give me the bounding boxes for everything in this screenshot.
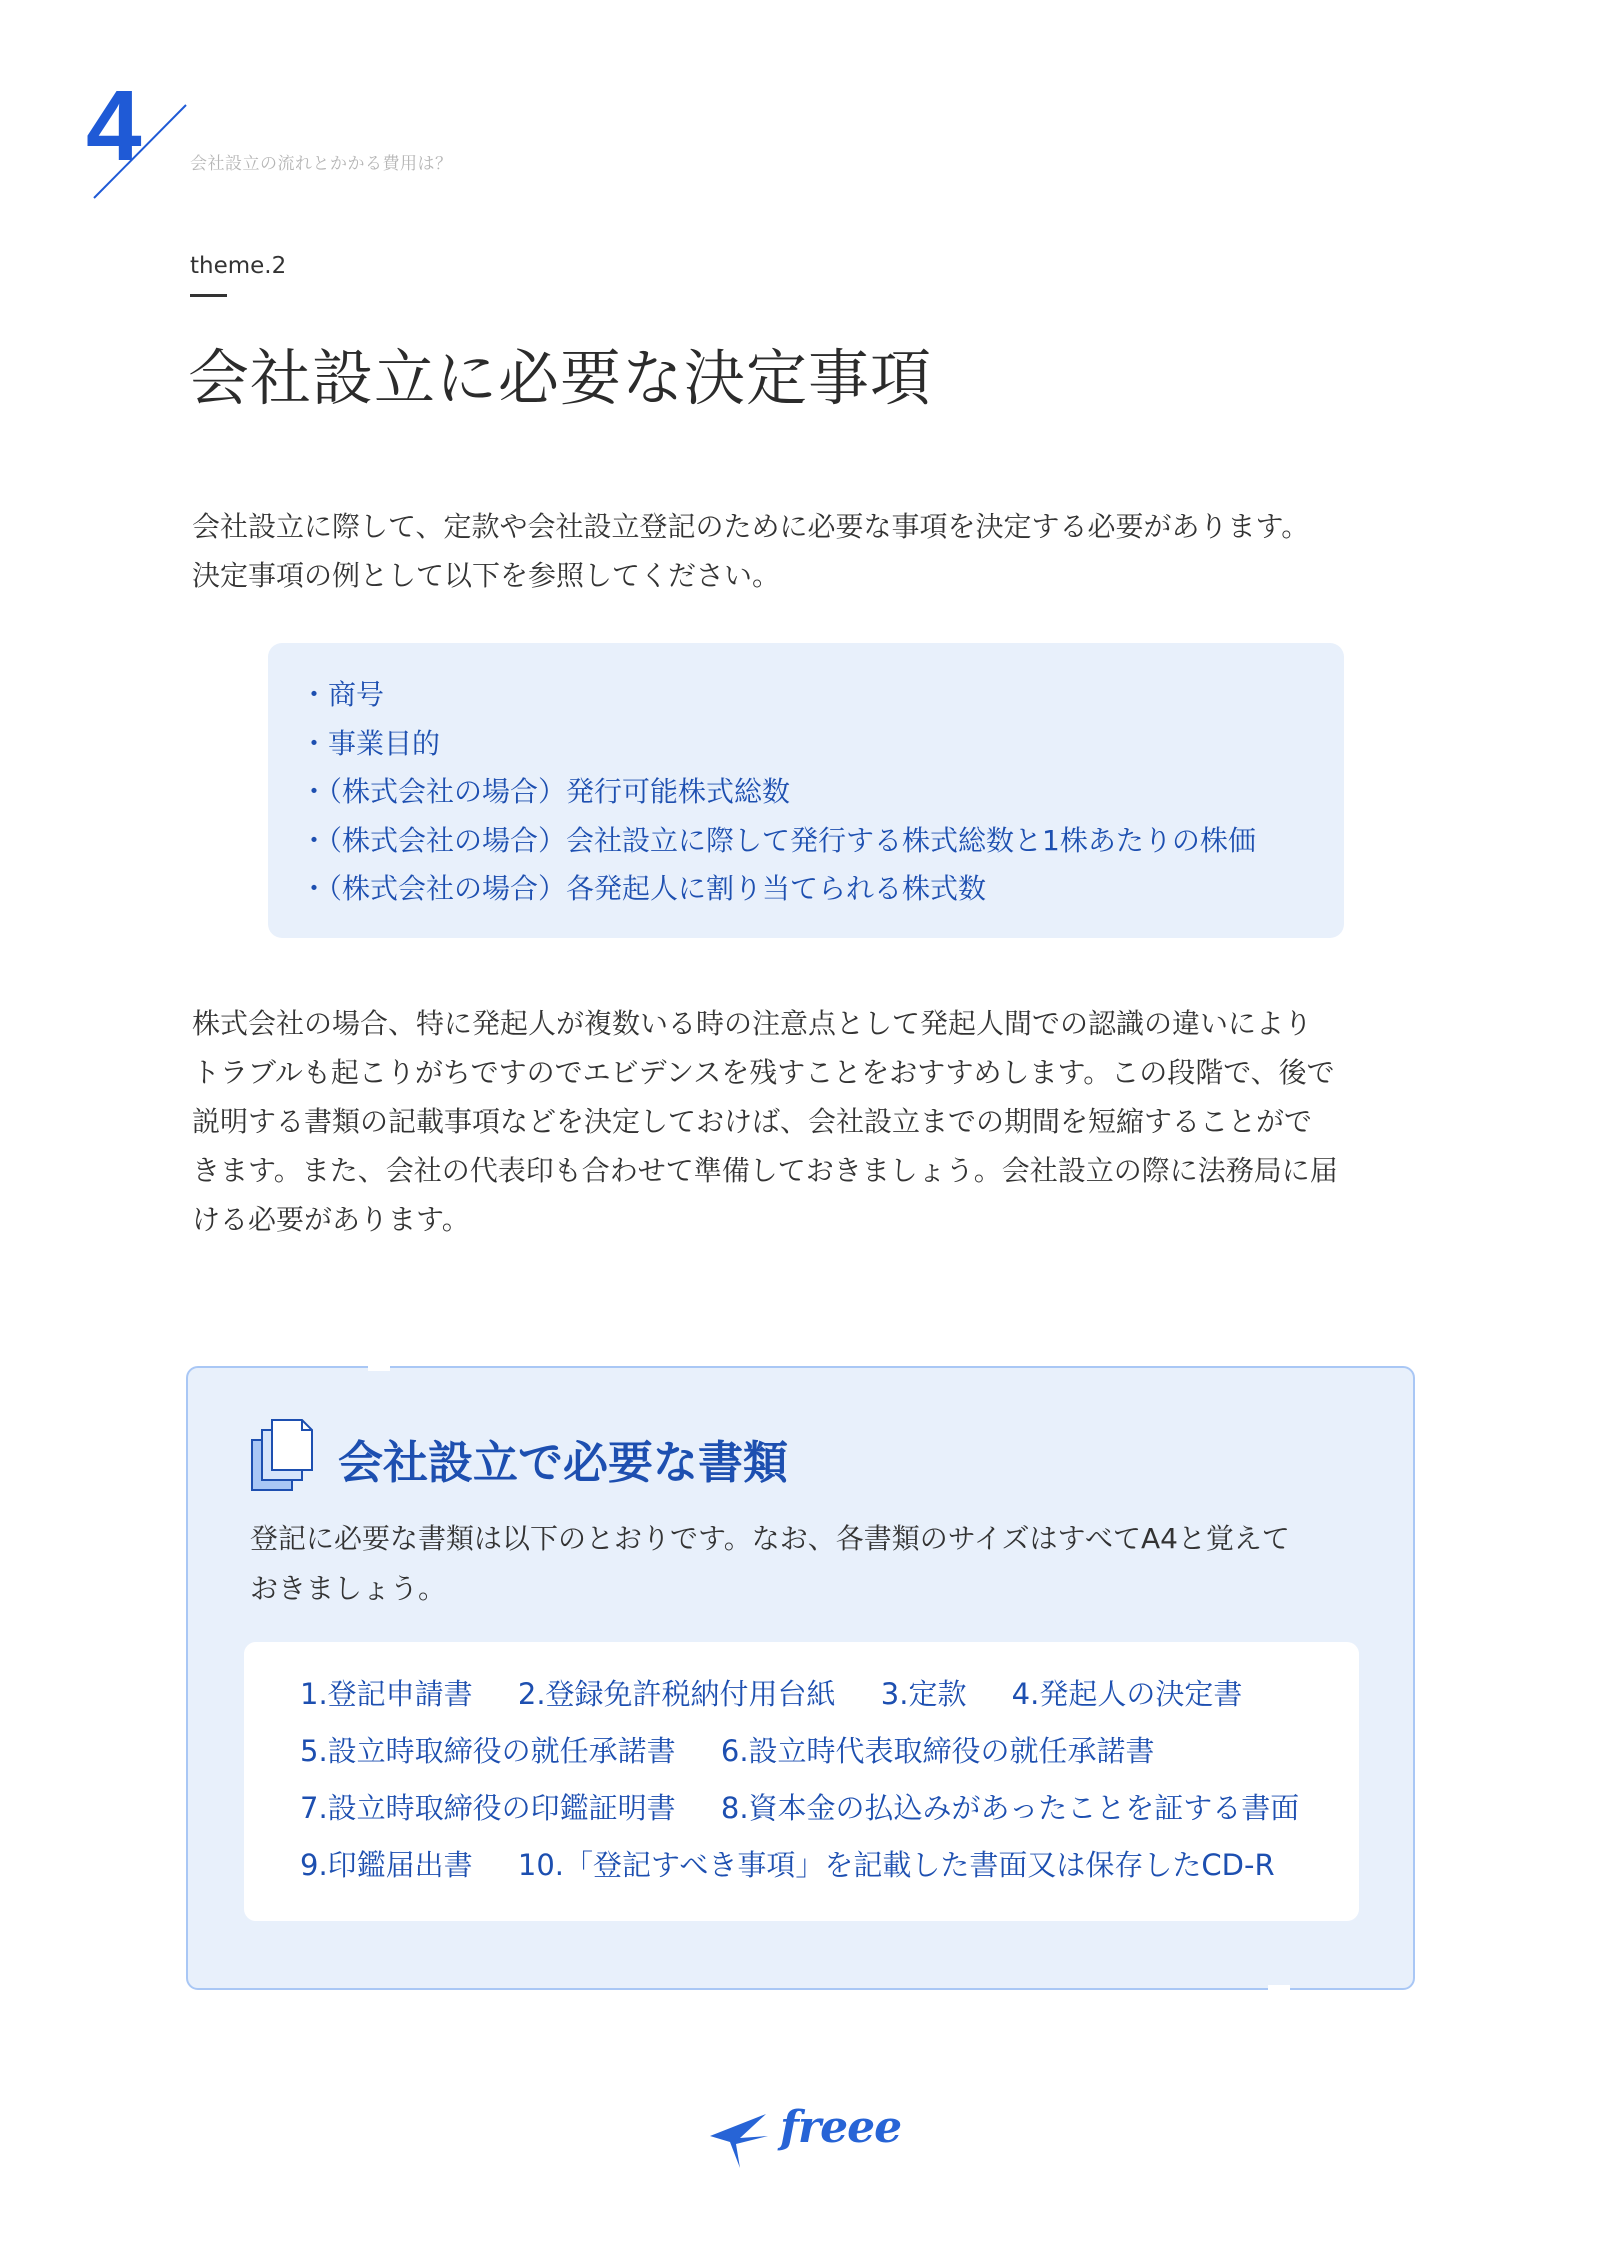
logo-text: freee: [780, 2102, 902, 2153]
bird-icon: [706, 2102, 780, 2172]
documents-row: [300, 1780, 1359, 1837]
page-title: 会社設立に必要な決定事項: [188, 343, 933, 414]
card-description-line: 登記に必要な書類は以下のとおりです。なお、各書類のサイズはすべてA4と覚えて: [250, 1522, 1290, 1555]
intro-line: 会社設立に際して、定款や会社設立登記のために必要な事項を決定する必要があります。: [192, 510, 1310, 543]
freee-logo: [706, 2102, 906, 2172]
body-line: ける必要があります。: [192, 1203, 470, 1236]
svg-text:4: 4: [86, 70, 142, 182]
body-paragraph: [192, 999, 1432, 1244]
document-item: 9.印鑑届出書: [300, 1848, 473, 1882]
body-line: 株式会社の場合、特に発起人が複数いる時の注意点として発起人間での認識の違いにより: [192, 1007, 1313, 1040]
card-description-line: おきましょう。: [250, 1572, 447, 1605]
decision-items-box: [268, 643, 1344, 938]
document-item: 4.発起人の決定書: [1011, 1677, 1243, 1711]
document-item: 2.登録免許税納付用台紙: [517, 1677, 836, 1711]
card-title: 会社設立で必要な書類: [338, 1436, 789, 1489]
decision-item: ・商号: [300, 678, 385, 711]
decision-item: ・事業目的: [300, 726, 441, 760]
card-notch: [1268, 1985, 1290, 1993]
theme-underline: [190, 294, 227, 297]
documents-row: [300, 1666, 1359, 1723]
theme-label: theme.2: [190, 253, 287, 279]
intro-line: 決定事項の例として以下を参照してください。: [192, 559, 781, 592]
chapter-number: [86, 70, 196, 205]
body-line: 説明する書類の記載事項などを決定しておけば、会社設立までの期間を短縮することがで: [192, 1105, 1313, 1138]
card-description: [250, 1514, 1360, 1614]
documents-list: [244, 1642, 1359, 1921]
body-line: トラブルも起こりがちですのでエビデンスを残すことをおすすめします。この段階で、後で: [192, 1056, 1335, 1089]
document-item: 5.設立時取締役の就任承諾書: [300, 1734, 676, 1768]
documents-row: [300, 1837, 1359, 1894]
document-item: 7.設立時取締役の印鑑証明書: [300, 1791, 676, 1825]
document-item: 3.定款: [880, 1677, 967, 1711]
decision-item: ・（株式会社の場合）会社設立に際して発行する株式総数と1株あたりの株価: [300, 823, 1256, 857]
document-item: 1.登記申請書: [300, 1677, 473, 1711]
decision-items-list: [268, 643, 1344, 914]
document-item: 6.設立時代表取締役の就任承諾書: [720, 1734, 1155, 1768]
card-notch: [368, 1363, 390, 1371]
document-item: 10.「登記すべき事項」を記載した書面又は保存したCD-R: [517, 1848, 1275, 1882]
chapter-subtitle: 会社設立の流れとかかる費用は？: [190, 154, 453, 174]
document-item: 8.資本金の払込みがあったことを証する書面: [720, 1791, 1300, 1825]
documents-icon: [250, 1418, 316, 1492]
decision-item: ・（株式会社の場合）各発起人に割り当てられる株式数: [300, 872, 987, 905]
decision-item: ・（株式会社の場合）発行可能株式総数: [300, 775, 791, 808]
body-line: きます。また、会社の代表印も合わせて準備しておきましょう。会社設立の際に法務局に届: [192, 1154, 1338, 1187]
documents-row: [300, 1723, 1359, 1780]
intro-paragraph: [192, 502, 1432, 600]
required-documents-card: [186, 1366, 1415, 1990]
